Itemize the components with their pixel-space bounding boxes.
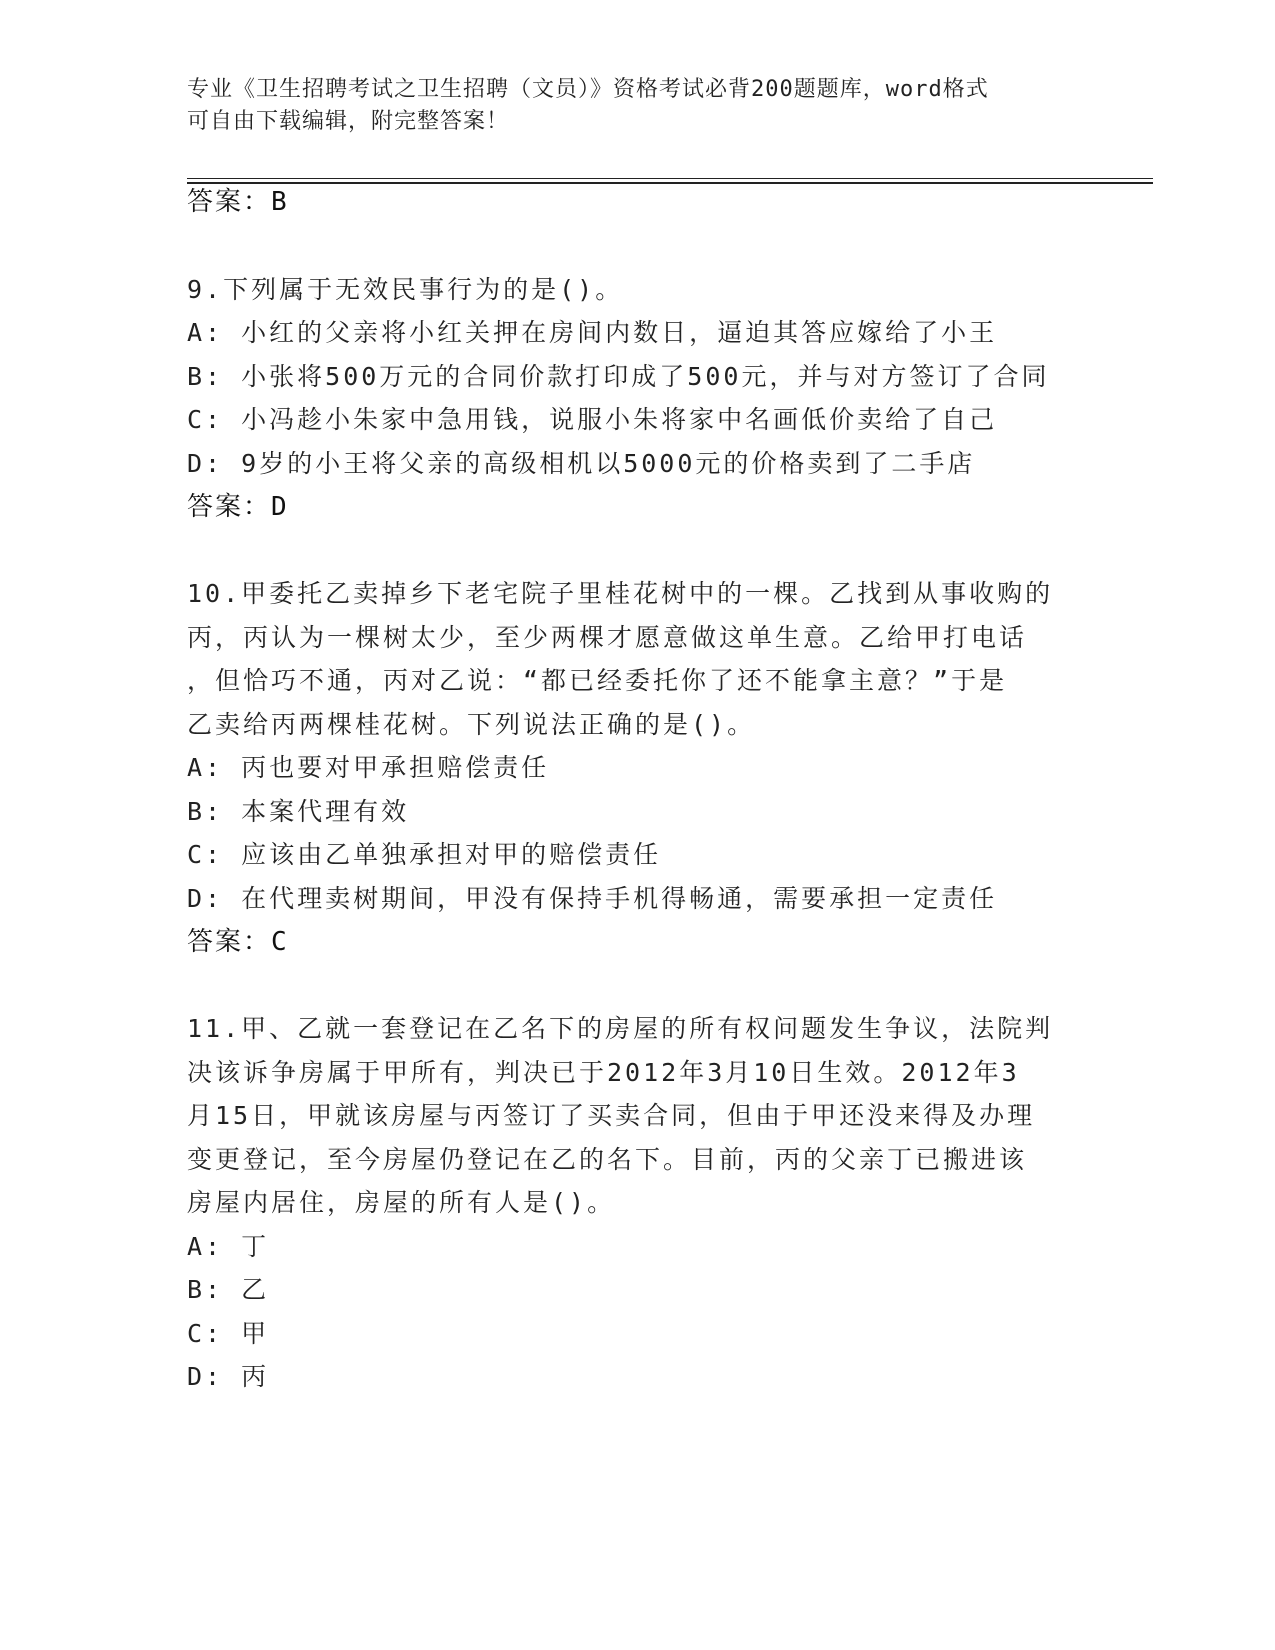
option-a: A: 丙也要对甲承担赔偿责任 <box>187 753 550 782</box>
answer-line <box>187 927 289 957</box>
answer-prefix: 答案： <box>187 187 272 217</box>
option-a: A: 丁 <box>187 1232 270 1261</box>
question-text-line: 决该诉争房属于甲所有，判决已于2012年3月10日生效。2012年3 <box>187 1058 1020 1087</box>
question-text-line: 11.甲、乙就一套登记在乙名下的房屋的所有权问题发生争议，法院判 <box>187 1014 1054 1043</box>
document-header <box>187 74 1087 138</box>
header-line-2: 可自由下载编辑，附完整答案！ <box>187 109 510 134</box>
question-text-line: 月15日，甲就该房屋与丙签订了买卖合同，但由于甲还没来得及办理 <box>187 1101 1036 1130</box>
question-text-line: 房屋内居住，房屋的所有人是()。 <box>187 1188 616 1217</box>
answer-prefix: 答案： <box>187 492 272 522</box>
option-d: D: 丙 <box>187 1362 270 1391</box>
question-text-line: 10.甲委托乙卖掉乡下老宅院子里桂花树中的一棵。乙找到从事收购的 <box>187 579 1054 608</box>
option-c: C: 小冯趁小朱家中急用钱，说服小朱将家中名画低价卖给了自己 <box>187 405 998 434</box>
option-d: D: 9岁的小王将父亲的高级相机以5000元的价格卖到了二手店 <box>187 449 976 478</box>
question-text-line: ，但恰巧不通，丙对乙说：“都已经委托你了还不能拿主意？”于是 <box>187 666 1008 695</box>
header-divider-thick <box>187 182 1153 184</box>
question-text-line: 乙卖给丙两棵桂花树。下列说法正确的是()。 <box>187 710 756 739</box>
option-c: C: 甲 <box>187 1319 270 1348</box>
question-text-line: 变更登记，至今房屋仍登记在乙的名下。目前，丙的父亲丁已搬进该 <box>187 1145 1028 1174</box>
option-a: A: 小红的父亲将小红关押在房间内数日，逼迫其答应嫁给了小王 <box>187 318 998 347</box>
option-b: B: 本案代理有效 <box>187 797 410 826</box>
answer-value: D <box>271 492 289 522</box>
header-line-1: 专业《卫生招聘考试之卫生招聘（文员）》资格考试必背200题题库，word格式 <box>187 77 989 102</box>
answer-prefix: 答案： <box>187 927 272 957</box>
answer-value: B <box>271 187 289 217</box>
option-b: B: 乙 <box>187 1275 270 1304</box>
option-b: B: 小张将500万元的合同价款打印成了500元，并与对方签订了合同 <box>187 362 1050 391</box>
question-text-line: 丙，丙认为一棵树太少，至少两棵才愿意做这单生意。乙给甲打电话 <box>187 623 1028 652</box>
option-c: C: 应该由乙单独承担对甲的赔偿责任 <box>187 840 662 869</box>
answer-value: C <box>271 927 289 957</box>
answer-line <box>187 187 289 217</box>
question-text-line: 9.下列属于无效民事行为的是()。 <box>187 275 624 304</box>
answer-line <box>187 492 289 522</box>
option-d: D: 在代理卖树期间，甲没有保持手机得畅通，需要承担一定责任 <box>187 884 998 913</box>
header-divider-thin <box>187 178 1153 179</box>
